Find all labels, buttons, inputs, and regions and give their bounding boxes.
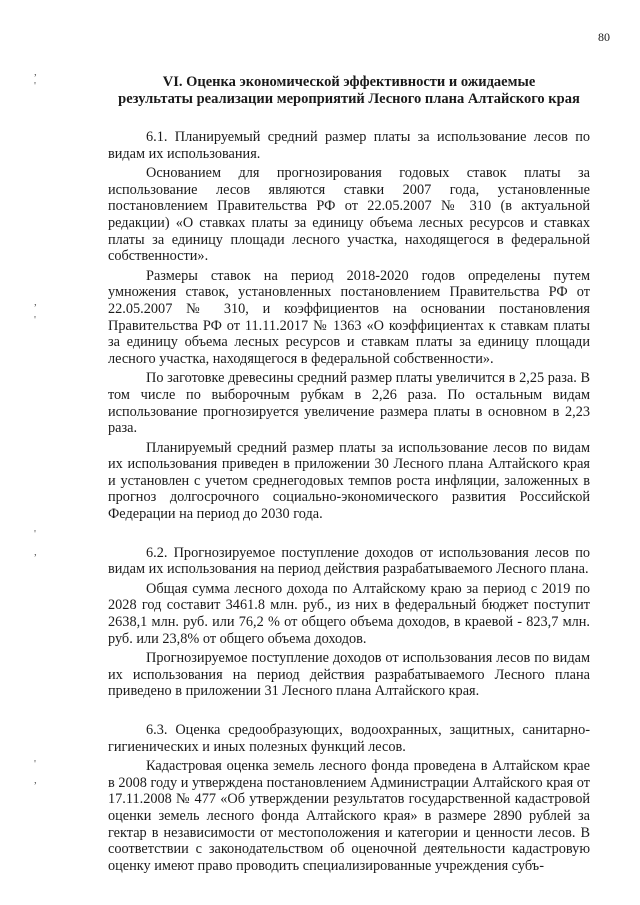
margin-mark: ' — [34, 528, 36, 540]
paragraph: Основанием для прогнозирования годовых ставок платы за использование лесов являются ставки 2007 года, установленные постановлением Правительства РФ от 22.05.2007 № 310 (в актуальной редакции) «О ставках платы за единицу объема лесных ресурсов и ставках платы за единицу площади лесного участка, находящегося в федеральной собственности». — [108, 165, 590, 265]
paragraph-6-2-title: 6.2. Прогнозируемое поступление доходов от использования лесов по видам их использования на период действия разрабатываемого Лесного плана. — [108, 544, 590, 578]
margin-mark: , — [34, 546, 37, 558]
paragraph: Размеры ставок на период 2018-2020 годов определены путем умножения ставок, установленных постановлением Правительства РФ от 22.05.2007 № 310, и коэффициентов на основании постановления Правительства РФ от 11.11.2017 № 1363 «О коэффициентах к ставкам платы за единицу объема лесных ресурсов и ставкам платы за единицу площади лесного участка, находящегося в федеральной собственности». — [108, 267, 590, 367]
paragraph-6-3-title: 6.3. Оценка средообразующих, водоохранных, защитных, санитарно-гигиенических и иных полезных функций лесов. — [108, 722, 590, 755]
paragraph: Прогнозируемое поступление доходов от использования лесов по видам их использования на период действия разрабатываемого Лесного плана приведено в приложении 31 Лесного плана Алтайского края. — [108, 650, 590, 700]
paragraph-6-1-title: 6.1. Планируемый средний размер платы за использование лесов по видам их использования. — [108, 129, 590, 162]
margin-mark: ' — [34, 314, 36, 326]
heading-line-2: результаты реализации мероприятий Лесного плана Алтайского края — [118, 91, 580, 107]
document-body — [108, 74, 590, 874]
paragraph: По заготовке древесины средний размер платы увеличится в 2,25 раза. В том числе по выборочным рубкам в 2,26 раза. По остальным видам использование прогнозируется увеличение размера платы в основном в 2,23 раза. — [108, 370, 590, 437]
paragraph: Кадастровая оценка земель лесного фонда проведена в Алтайском крае в 2008 году и утверждена постановлением Администрации Алтайского края от 17.11.2008 № 477 «Об утверждении результатов государственной кадастровой оценки земель лесного фонда Алтайского края» в размере 2890 рублей за гектар в независимости от местоположения и категории и ценности лесов. В соответствии с законодательством об оценочной деятельности кадастровую оценку имеют право проводить специализированные учреждения субъ- — [108, 758, 590, 874]
margin-mark: , — [34, 66, 37, 78]
paragraph: Общая сумма лесного дохода по Алтайскому краю за период с 2019 по 2028 год составит 3461.8 млн. руб., из них в федеральный бюджет поступит 2638,1 млн. руб. или 76,2 % от общего объема доходов, в краевой - 823,7 млн. руб. или 23,8% от общего объема доходов. — [108, 580, 590, 647]
margin-mark: ' — [34, 758, 36, 770]
margin-mark: , — [34, 774, 37, 786]
margin-mark: , — [34, 296, 37, 308]
page-number: 80 — [598, 30, 610, 44]
section-heading — [108, 74, 590, 108]
paragraph: Планируемый средний размер платы за использование лесов по видам их использования приведен в приложении 30 Лесного плана Алтайского края и установлен с учетом среднегодовых темпов роста инфляции, заложенных в прогноз долгосрочного социально-экономического развития Российской Федерации на период до 2030 года. — [108, 439, 590, 523]
heading-line-1: VI. Оценка экономической эффективности и ожидаемые — [162, 74, 536, 90]
margin-mark: ' — [34, 80, 36, 92]
